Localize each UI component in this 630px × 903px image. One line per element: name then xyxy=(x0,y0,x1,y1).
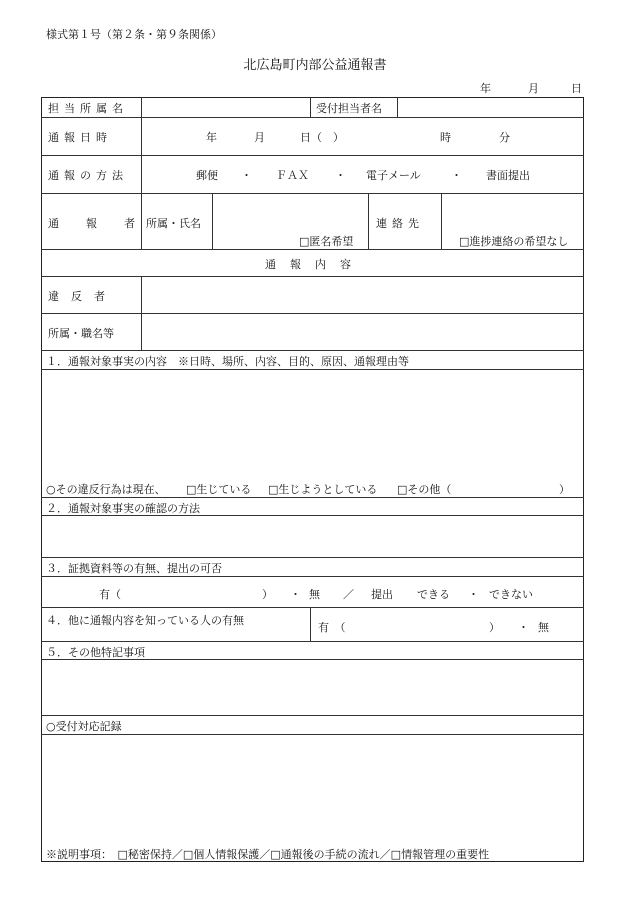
row-divider xyxy=(41,641,584,642)
method-document: 書面提出 xyxy=(486,169,530,182)
datetime-label: 通報日時 xyxy=(48,131,112,144)
method-label: 通報の方法 xyxy=(48,169,128,182)
row-divider xyxy=(41,155,584,156)
violator-label: 違反者 xyxy=(48,290,117,303)
form-number: 様式第１号（第２条・第９条関係） xyxy=(46,28,222,41)
content-header: 通報内容 xyxy=(265,258,365,271)
col-divider xyxy=(141,97,142,117)
datetime-minute: 分 xyxy=(499,131,510,144)
row-divider xyxy=(41,497,584,498)
status-other-checkbox[interactable]: □その他（ xyxy=(397,483,452,496)
no-progress-checkbox[interactable]: □進捗連絡の希望なし xyxy=(459,235,569,248)
datetime-day: 日（ ） xyxy=(300,131,344,144)
form-frame xyxy=(41,97,584,862)
status-occurring-checkbox[interactable]: □生じている xyxy=(186,483,252,496)
datetime-year: 年 xyxy=(206,131,217,144)
row-divider xyxy=(41,607,584,608)
others-none: 無 xyxy=(538,621,549,634)
evidence-separator: ・ xyxy=(290,588,301,601)
others-close: ） xyxy=(489,621,500,634)
method-mail: 郵便 xyxy=(196,169,218,182)
evidence-slash: ／ xyxy=(343,588,354,601)
method-separator: ・ xyxy=(335,169,346,182)
evidence-cannot: できない xyxy=(489,588,533,601)
receiver-label: 受付担当者名 xyxy=(316,102,382,115)
row-divider xyxy=(41,193,584,194)
method-fax: ＦＡＸ xyxy=(276,169,309,182)
evidence-have: 有（ xyxy=(99,588,121,601)
section2-title: ２．通報対象事実の確認の方法 xyxy=(46,502,200,515)
col-divider xyxy=(368,193,369,249)
evidence-separator: ・ xyxy=(468,588,479,601)
evidence-submit: 提出 xyxy=(371,588,393,601)
method-separator: ・ xyxy=(241,169,252,182)
col-divider xyxy=(212,193,213,249)
row-divider xyxy=(41,276,584,277)
col-divider xyxy=(310,97,311,117)
datetime-hour: 時 xyxy=(440,131,451,144)
status-other-close: ） xyxy=(559,483,570,496)
col-divider xyxy=(141,117,142,193)
others-separator: ・ xyxy=(518,621,529,634)
datetime-month: 月 xyxy=(254,131,265,144)
date-day-label: 日 xyxy=(571,82,582,95)
row-divider xyxy=(41,576,584,577)
date-month-label: 月 xyxy=(528,82,539,95)
evidence-can: できる xyxy=(417,588,450,601)
reception-record-title: ○受付対応記録 xyxy=(46,720,122,733)
others-have: 有 （ xyxy=(318,621,346,634)
date-year-label: 年 xyxy=(480,82,491,95)
col-divider xyxy=(397,97,398,117)
section4-title: ４．他に通報内容を知っている人の有無 xyxy=(46,614,244,627)
col-divider xyxy=(141,276,142,350)
row-divider xyxy=(41,117,584,118)
row-divider xyxy=(41,557,584,558)
anonymous-checkbox[interactable]: □匿名希望 xyxy=(299,235,354,248)
section1-title: １．通報対象事実の内容 ※日時、場所、内容、目的、原因、通報理由等 xyxy=(46,355,409,368)
reporter-name-label: 所属・氏名 xyxy=(146,217,201,230)
page-title: 北広島町内部公益通報書 xyxy=(243,58,387,73)
section3-title: ３．証拠資料等の有無、提出の可否 xyxy=(46,562,222,575)
affiliation-label: 担当所属名 xyxy=(48,102,128,115)
explanation-notes: ※説明事項： □秘密保持／□個人情報保護／□通報後の手続の流れ／□情報管理の重要性 xyxy=(46,848,490,861)
row-divider xyxy=(41,734,584,735)
method-email: 電子メール xyxy=(366,169,421,182)
position-label: 所属・職名等 xyxy=(48,327,114,340)
status-about-to-occur-checkbox[interactable]: □生じようとしている xyxy=(268,483,378,496)
evidence-none: 無 xyxy=(309,588,320,601)
col-divider xyxy=(441,193,442,249)
reporter-label: 通 報 者 xyxy=(48,217,143,230)
row-divider xyxy=(41,369,584,370)
contact-label: 連絡先 xyxy=(376,217,424,230)
row-divider xyxy=(41,715,584,716)
evidence-close: ） xyxy=(262,588,273,601)
col-divider xyxy=(310,607,311,641)
row-divider xyxy=(41,313,584,314)
section1-status-prefix: ○その違反行為は現在、 xyxy=(46,483,166,496)
section5-title: ５．その他特記事項 xyxy=(46,646,145,659)
row-divider xyxy=(41,249,584,250)
row-divider xyxy=(41,350,584,351)
method-separator: ・ xyxy=(451,169,462,182)
